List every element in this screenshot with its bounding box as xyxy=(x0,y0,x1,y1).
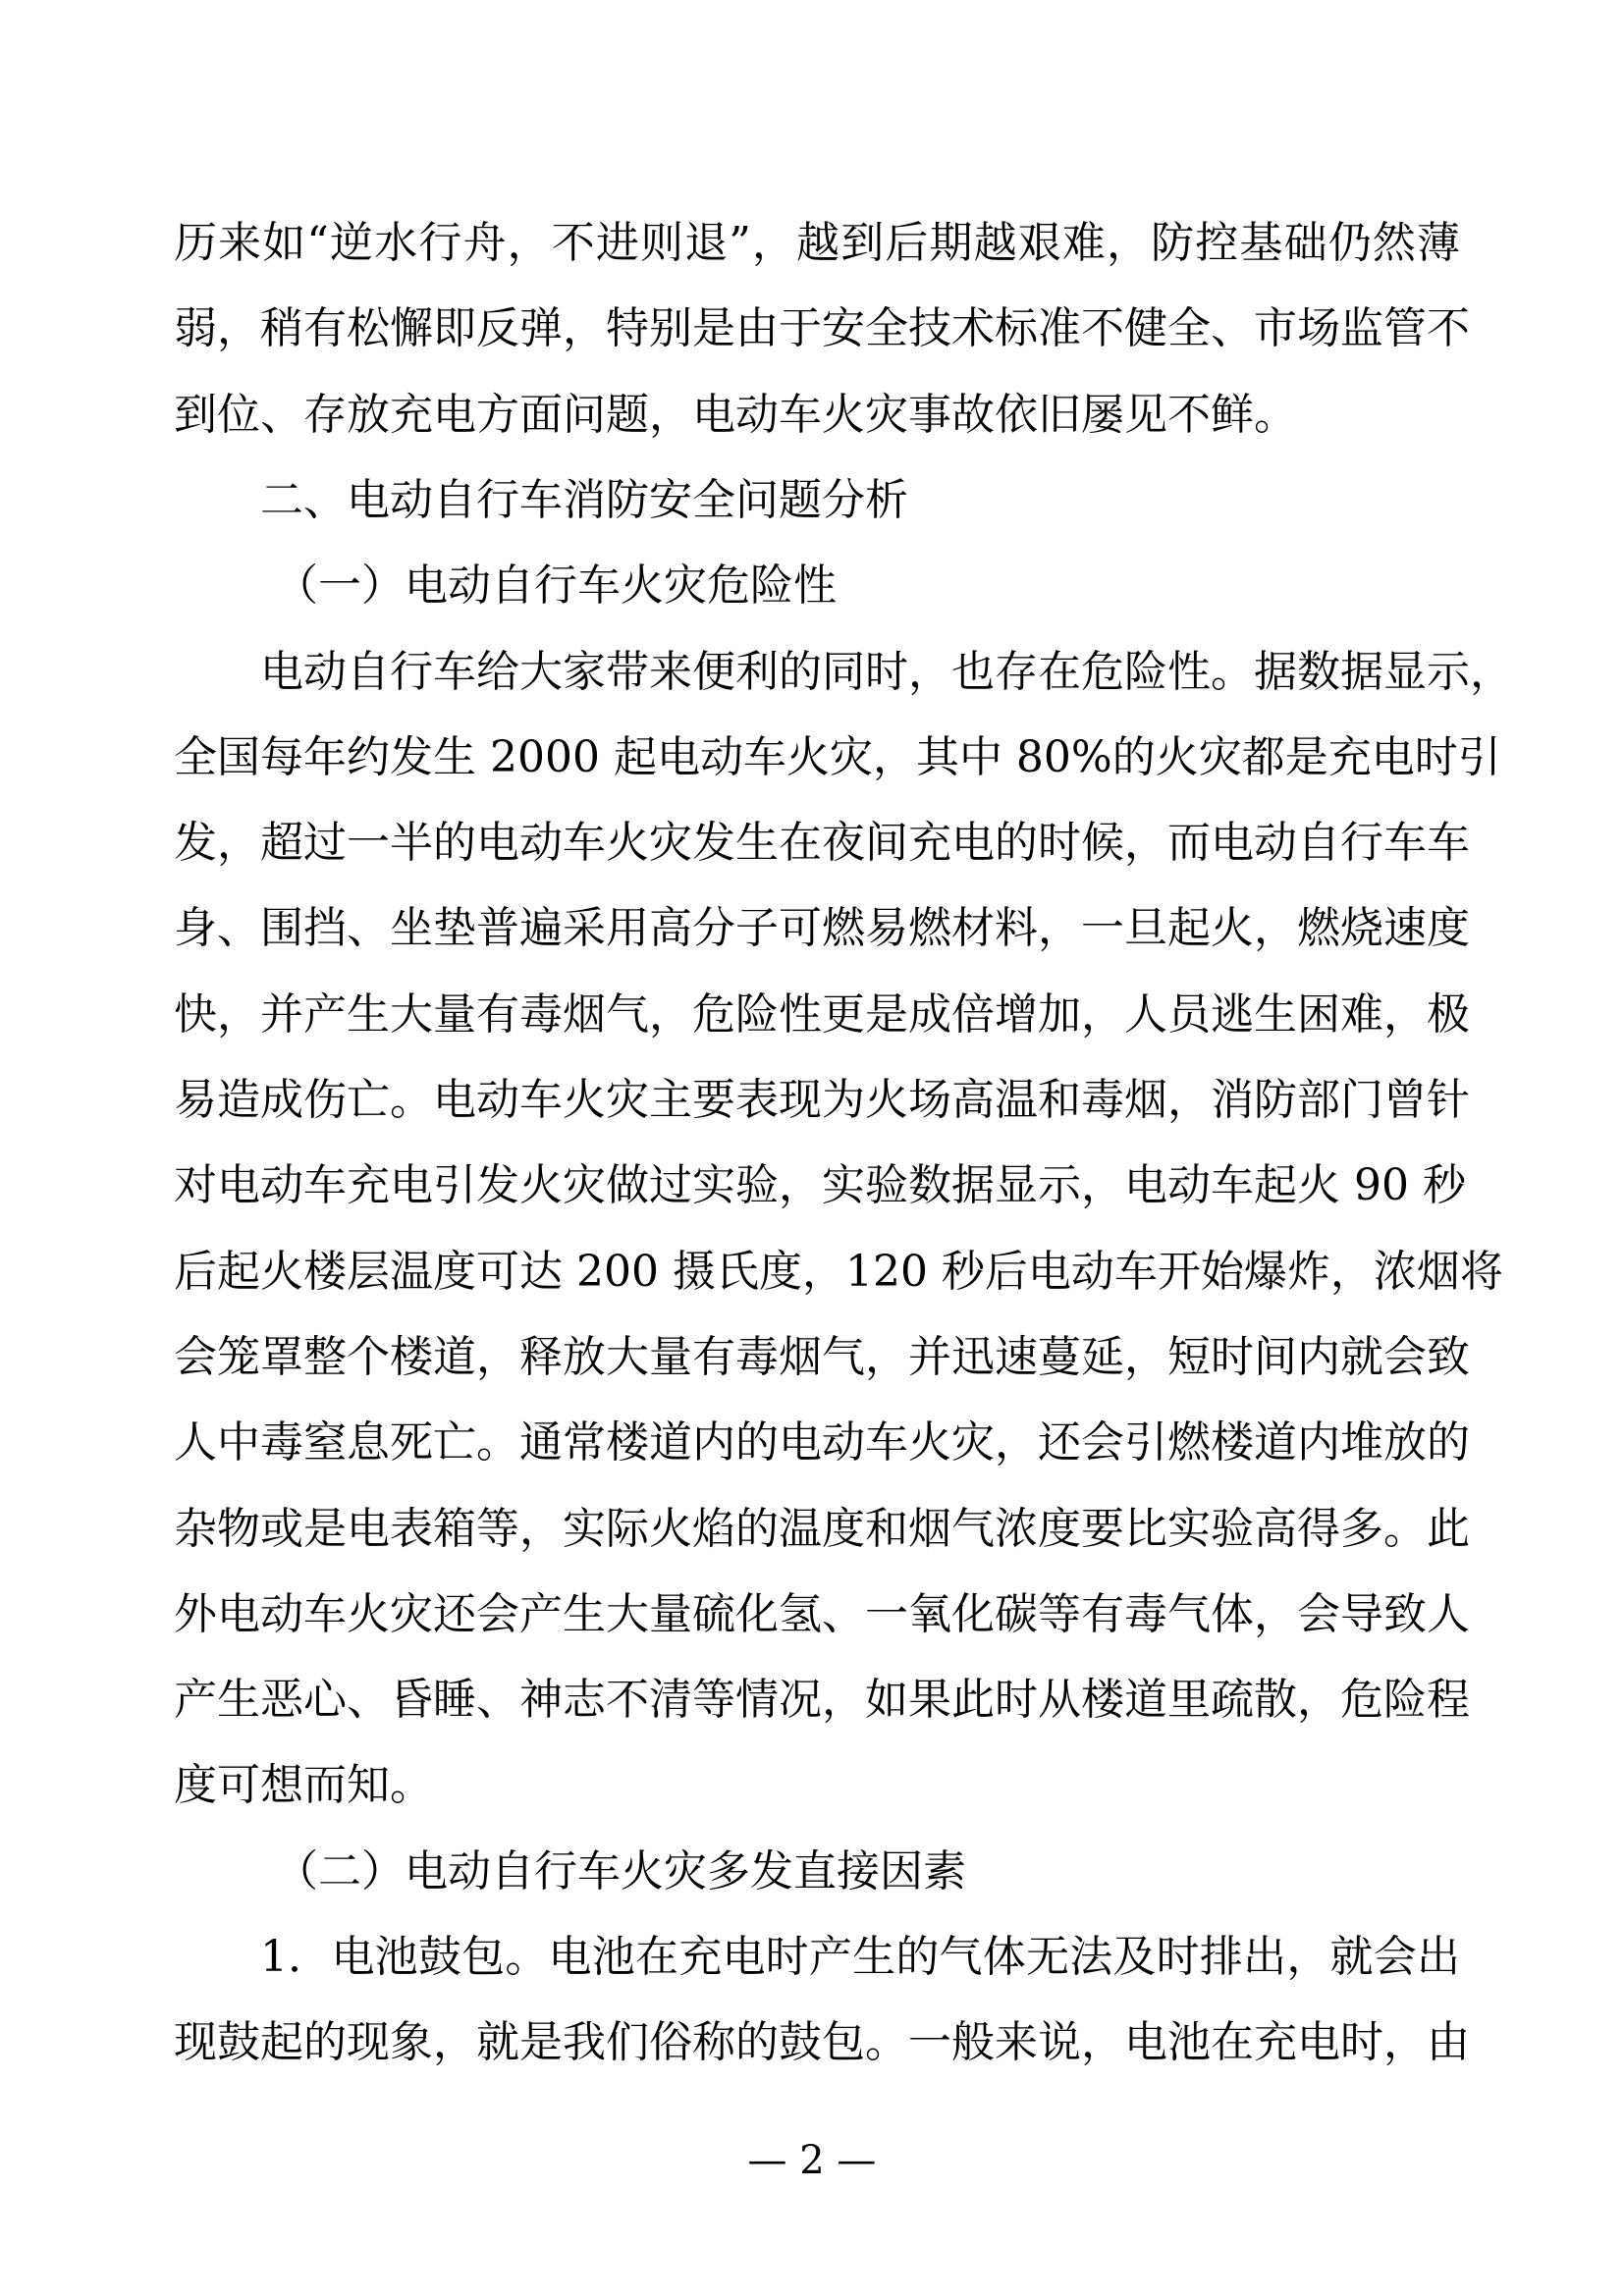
body-text-line: 对电动车充电引发火灾做过实验，实验数据显示，电动车起火 90 秒 xyxy=(174,1160,1466,1211)
body-text-line: 现鼓起的现象，就是我们俗称的鼓包。一般来说，电池在充电时，由 xyxy=(174,2017,1470,2068)
section-heading: 二、电动自行车消防安全问题分析 xyxy=(260,474,908,525)
page-number: — 2 — xyxy=(747,2138,877,2183)
body-text-line: 会笼罩整个楼道，释放大量有毒烟气，并迅速蔓延，短时间内就会致 xyxy=(174,1331,1470,1382)
body-text-line: 发，超过一半的电动车火灾发生在夜间充电的时候，而电动自行车车 xyxy=(174,818,1470,869)
body-text-line: 易造成伤亡。电动车火灾主要表现为火场高温和毒烟，消防部门曾针 xyxy=(174,1075,1470,1125)
subsection-heading: （一）电动自行车火灾危险性 xyxy=(275,561,837,612)
body-text-line: 度可想而知。 xyxy=(174,1760,433,1811)
body-text-line: 人中毒窒息死亡。通常楼道内的电动车火灾，还会引燃楼道内堆放的 xyxy=(174,1417,1470,1468)
body-text-line: 外电动车火灾还会产生大量硫化氢、一氧化碳等有毒气体，会导致人 xyxy=(174,1588,1470,1639)
body-text-line: 1．电池鼓包。电池在充电时产生的气体无法及时排出，就会出 xyxy=(260,1932,1460,1982)
body-text-line: 杂物或是电表箱等，实际火焰的温度和烟气浓度要比实验高得多。此 xyxy=(174,1503,1470,1554)
subsection-heading: （二）电动自行车火灾多发直接因素 xyxy=(275,1845,966,1896)
body-text-line: 全国每年约发生 2000 起电动车火灾，其中 80%的火灾都是充电时引 xyxy=(174,731,1501,782)
body-text-line: 电动自行车给大家带来便利的同时，也存在危险性。据数据显示， xyxy=(260,646,1513,697)
body-text-line: 到位、存放充电方面问题，电动车火灾事故依旧屡见不鲜。 xyxy=(174,389,1297,440)
body-text-line: 历来如“逆水行舟，不进则退”，越到后期越艰难，防控基础仍然薄 xyxy=(174,218,1460,268)
body-text-line: 弱，稍有松懈即反弹，特别是由于安全技术标准不健全、市场监管不 xyxy=(174,303,1470,354)
body-text-line: 快，并产生大量有毒烟气，危险性更是成倍增加，人员逃生困难，极 xyxy=(174,988,1470,1040)
body-text-line: 身、围挡、坐垫普遍采用高分子可燃易燃材料，一旦起火，燃烧速度 xyxy=(174,903,1470,954)
body-text-line: 后起火楼层温度可达 200 摄氏度，120 秒后电动车开始爆炸，浓烟将 xyxy=(174,1246,1503,1297)
body-text-line: 产生恶心、昏睡、神志不清等情况，如果此时从楼道里疏散，危险程 xyxy=(174,1675,1470,1726)
